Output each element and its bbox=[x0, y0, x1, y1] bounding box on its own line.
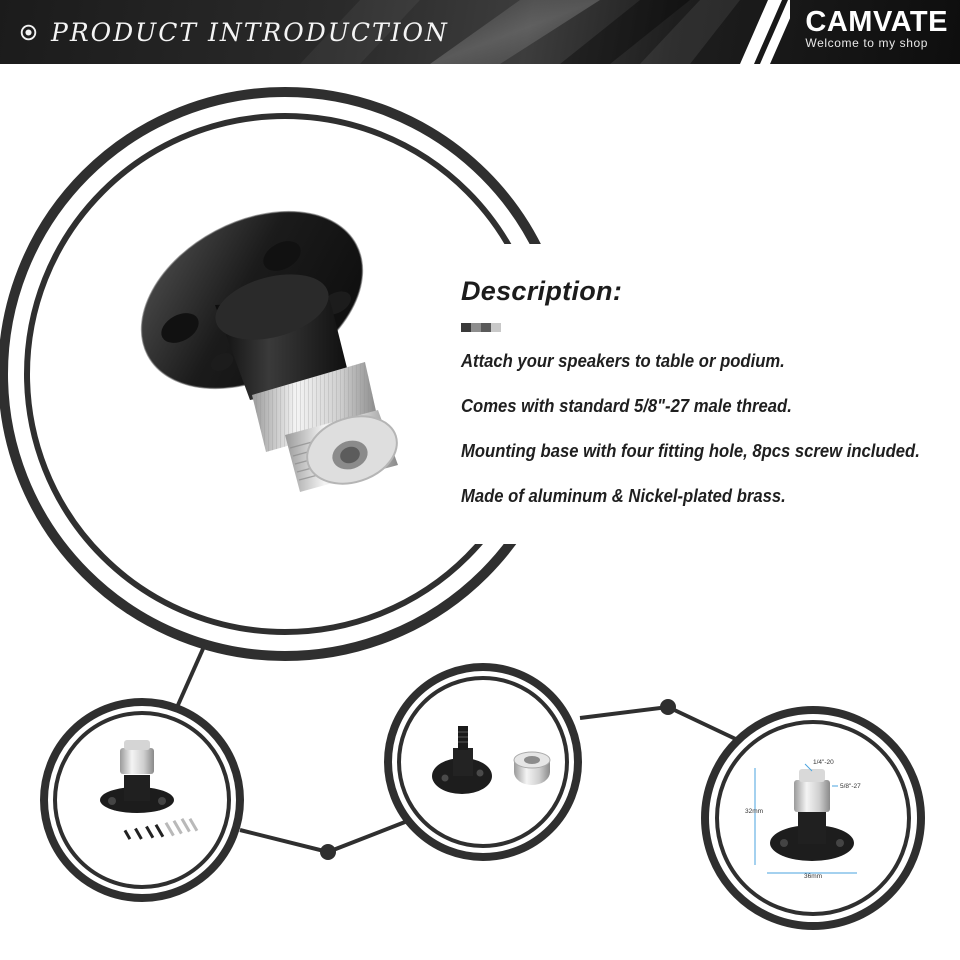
feature-item: Mounting base with four fitting hole, 8pcs screw included. bbox=[461, 440, 920, 461]
connector-dot bbox=[320, 844, 336, 860]
thumb-circle-left[interactable] bbox=[44, 702, 240, 898]
description-heading: Description: bbox=[461, 276, 623, 306]
feature-item: Attach your speakers to table or podium. bbox=[461, 350, 785, 371]
thumb-circle-right[interactable] bbox=[705, 710, 921, 926]
dimension-side-thread: 5/8"-27 bbox=[840, 783, 861, 790]
dimension-top-thread: 1/4"-20 bbox=[813, 759, 834, 766]
feature-item: Comes with standard 5/8"-27 male thread. bbox=[461, 395, 792, 416]
brand-tagline: Welcome to my shop bbox=[805, 36, 929, 50]
heading-divider bbox=[461, 323, 501, 332]
hero-product-image bbox=[111, 176, 405, 495]
dimension-height: 32mm bbox=[745, 808, 764, 815]
brand-name: CAMVATE bbox=[805, 6, 948, 38]
description-section bbox=[461, 276, 960, 529]
dimension-width: 36mm bbox=[804, 873, 823, 880]
feature-item: Made of aluminum & Nickel-plated brass. bbox=[461, 485, 786, 506]
page-title: PRODUCT INTRODUCTION bbox=[51, 18, 449, 47]
feature-list bbox=[461, 349, 960, 529]
connector-dot bbox=[660, 699, 676, 715]
thumb-circle-center[interactable] bbox=[388, 667, 578, 857]
